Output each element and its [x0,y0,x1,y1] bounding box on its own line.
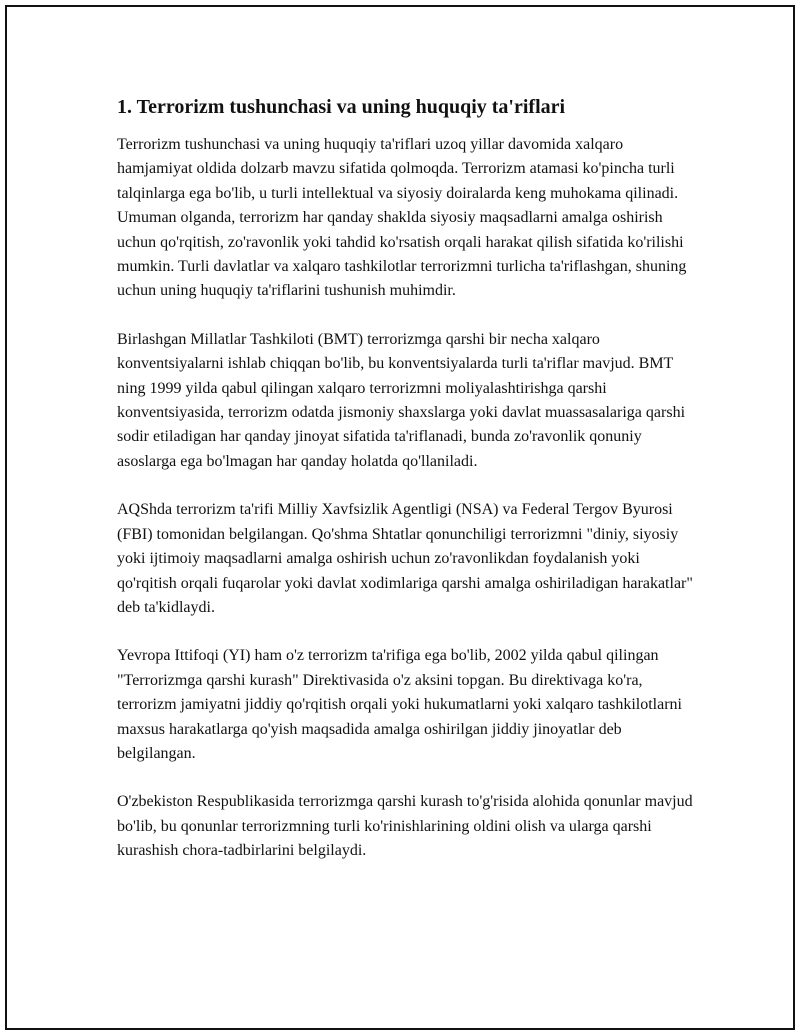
document-body [117,95,697,888]
paragraph-un-conventions: Birlashgan Millatlar Tashkiloti (BMT) terrorizmga qarshi bir necha xalqaro konventsiyalarni ishlab chiqqan bo'lib, bu konventsiyalarda turli ta'riflar mavjud. BMT ning 1999 yilda qabul qilingan xalqaro terrorizmni moliyalashtirishga qarshi konventsiyasida, terrorizm odatda jismoniy shaxslarga yoki davlat muassasalariga qarshi sodir etiladigan har qanday jinoyat sifatida ta'riflanadi, bunda zo'ravonlik qonuniy asoslarga ega bo'lmagan har qanday holatda qo'llaniladi. [117,330,686,470]
paragraph-uzbekistan-laws: O'zbekiston Respublikasida terrorizmga qarshi kurash to'g'risida alohida qonunlar mavjud bo'lib, bu qonunlar terrorizmning turli ko'rinishlarining oldini olish va ularga qarshi kurashish chora-tadbirlarini belgilaydi. [117,793,693,860]
paragraph-eu-definition: Yevropa Ittifoqi (YI) ham o'z terrorizm ta'rifiga ega bo'lib, 2002 yilda qabul qilingan "Terrorizmga qarshi kurash" Direktivasida o'z aksini topgan. Bu direktivaga ko'ra, terrorizm jamiyatni jiddiy qo'rqitish orqali yoki hukumatlarni yoki xalqaro tashkilotlarni maxsus harakatlarga qo'yish maqsadida amalga oshirilgan jiddiy jinoyatlar deb belgilangan. [117,647,682,762]
paragraph-usa-definition: AQShda terrorizm ta'rifi Milliy Xavfsizlik Agentligi (NSA) va Federal Tergov Byurosi (FBI) tomonidan belgilangan. Qo'shma Shtatlar qonunchiligi terrorizmni "diniy, siyosiy yoki ijtimoiy maqsadlarni amalga oshirish uchun zo'ravonlikdan foydalanish yoki qo'rqitish orqali fuqarolar yoki davlat xodimlariga qarshi amalga oshiriladigan harakatlar" deb ta'kidlaydi. [117,501,693,616]
paragraph-definitions-intro: Terrorizm tushunchasi va uning huquqiy ta'riflari uzoq yillar davomida xalqaro hamjamiyat oldida dolzarb mavzu sifatida qolmoqda. Terrorizm atamasi ko'pincha turli talqinlarga ega bo'lib, u turli intellektual va siyosiy doiralarda keng muhokama qilinadi. Umuman olganda, terrorizm har qanday shaklda siyosiy maqsadlarni amalga oshirish uchun qo'rqitish, zo'ravonlik yoki tahdid ko'rsatish orqali harakat qilish sifatida ko'rilishi mumkin. Turli davlatlar va xalqaro tashkilotlar terrorizmni turlicha ta'riflashgan, shuning uchun uning huquqiy ta'riflarini tushunish muhimdir. [117,136,687,300]
document-title: 1. Terrorizm tushunchasi va uning huquqiy ta'riflari [117,96,566,118]
